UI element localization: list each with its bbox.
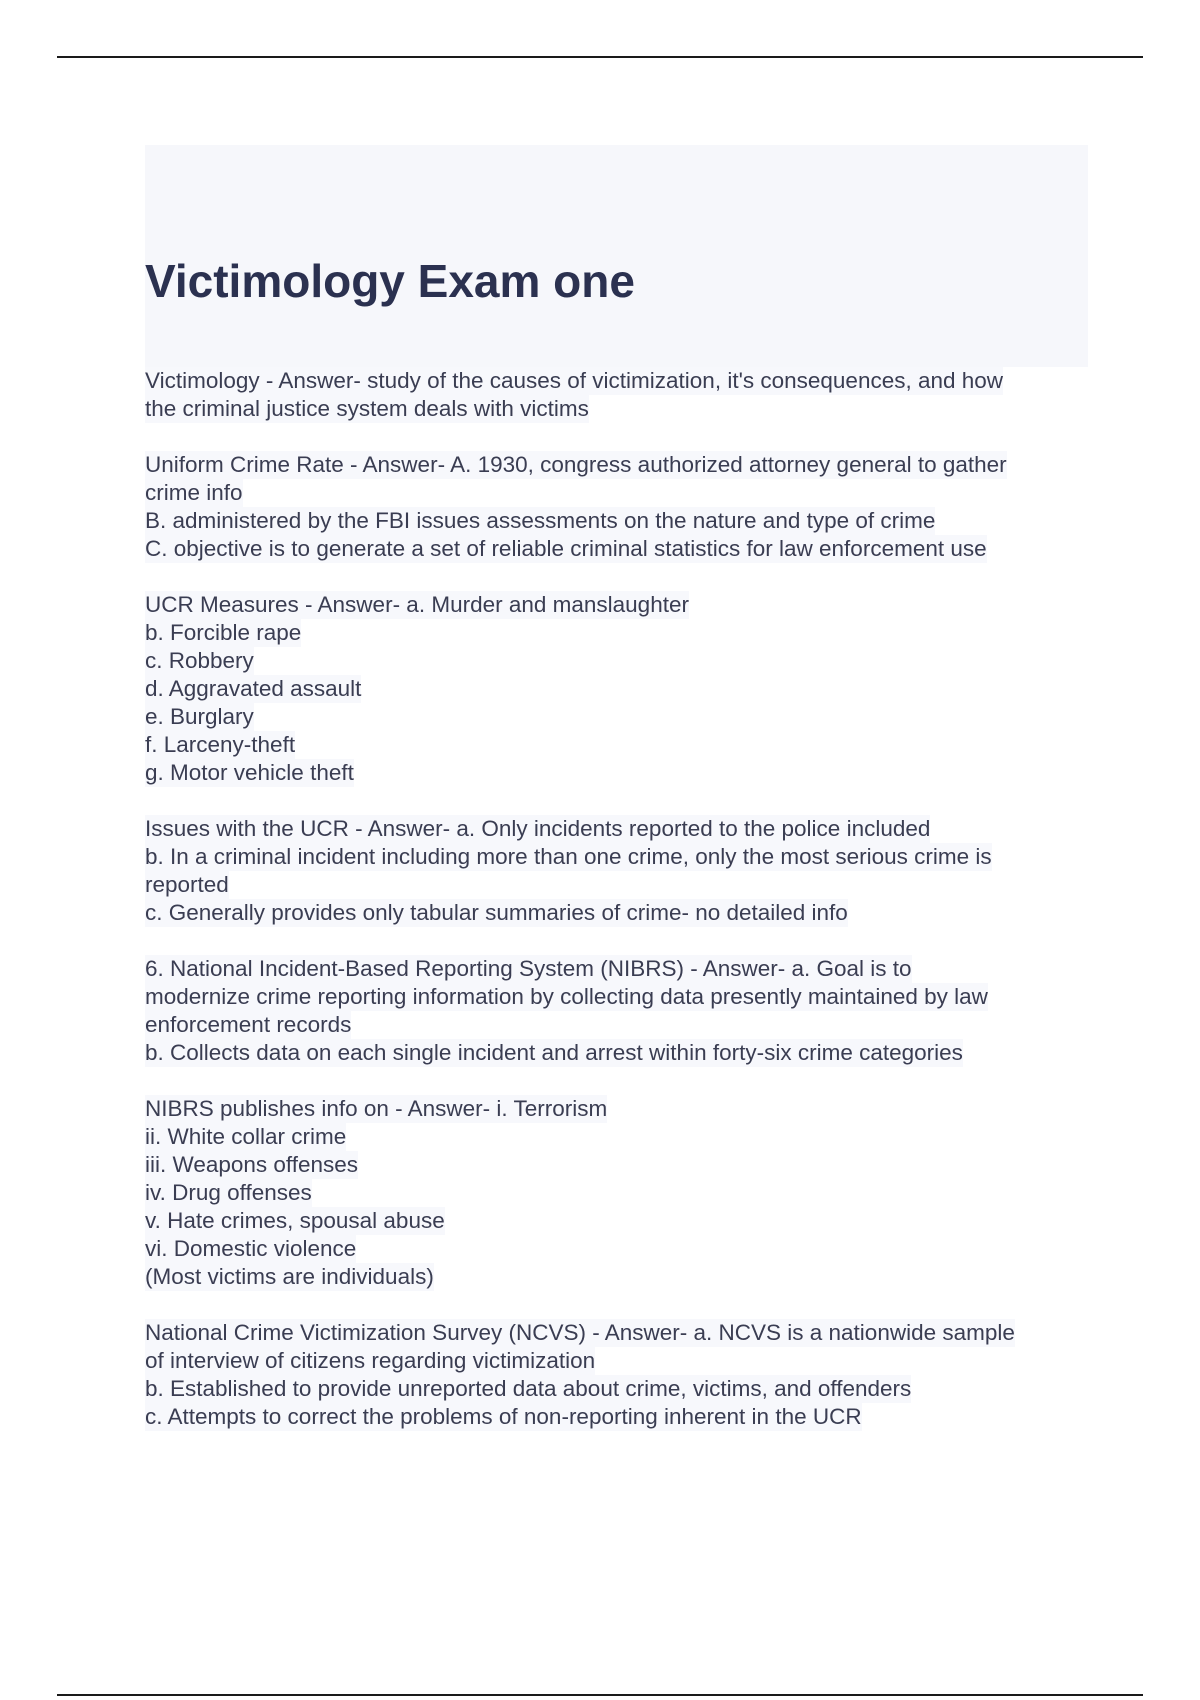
entry-line: b. In a criminal incident including more than one crime, only the most serious crime is: [145, 844, 992, 869]
entry-line: c. Robbery: [145, 648, 254, 673]
bottom-rule: [57, 1694, 1143, 1696]
entry-issues-with-ucr: [145, 815, 1095, 927]
entry-line: b. Collects data on each single incident and arrest within forty-six crime categories: [145, 1040, 963, 1065]
entry-line: b. Forcible rape: [145, 620, 302, 645]
entry-line: e. Burglary: [145, 704, 254, 729]
entry-line: 6. National Incident-Based Reporting System (NIBRS) - Answer- a. Goal is to: [145, 956, 912, 981]
entry-line: NIBRS publishes info on - Answer- i. Terrorism: [145, 1096, 608, 1121]
entry-line: Victimology - Answer- study of the causes of victimization, it's consequences, and how: [145, 368, 1004, 393]
entry-line: National Crime Victimization Survey (NCVS) - Answer- a. NCVS is a nationwide sample: [145, 1320, 1015, 1345]
entry-line: v. Hate crimes, spousal abuse: [145, 1208, 445, 1233]
entry-line: ii. White collar crime: [145, 1124, 347, 1149]
top-rule: [57, 56, 1143, 58]
entry-line: b. Established to provide unreported data about crime, victims, and offenders: [145, 1376, 912, 1401]
entry-line: c. Attempts to correct the problems of non-reporting inherent in the UCR: [145, 1404, 862, 1429]
entry-line: iv. Drug offenses: [145, 1180, 312, 1205]
entry-line: enforcement records: [145, 1012, 352, 1037]
document-title: Victimology Exam one: [145, 255, 635, 307]
entry-line: of interview of citizens regarding victimization: [145, 1348, 596, 1373]
entry-line: crime info: [145, 480, 243, 505]
document-body: [145, 367, 1095, 1459]
entry-line: reported: [145, 872, 229, 897]
entry-ucr-measures: [145, 591, 1095, 787]
entry-line: d. Aggravated assault: [145, 676, 362, 701]
entry-line: Issues with the UCR - Answer- a. Only incidents reported to the police included: [145, 816, 931, 841]
entry-line: g. Motor vehicle theft: [145, 760, 354, 785]
entry-nibrs-publishes: [145, 1095, 1095, 1291]
entry-nibrs: [145, 955, 1095, 1067]
entry-line: vi. Domestic violence: [145, 1236, 357, 1261]
entry-uniform-crime-rate: [145, 451, 1095, 563]
entry-line: Uniform Crime Rate - Answer- A. 1930, congress authorized attorney general to gather: [145, 452, 1007, 477]
entry-line: f. Larceny-theft: [145, 732, 296, 757]
entry-line: c. Generally provides only tabular summaries of crime- no detailed info: [145, 900, 848, 925]
entry-line: modernize crime reporting information by collecting data presently maintained by law: [145, 984, 988, 1009]
entry-ncvs: [145, 1319, 1095, 1431]
entry-line: C. objective is to generate a set of reliable criminal statistics for law enforcement use: [145, 536, 987, 561]
entry-line: (Most victims are individuals): [145, 1264, 434, 1289]
entry-line: iii. Weapons offenses: [145, 1152, 359, 1177]
entry-line: B. administered by the FBI issues assessments on the nature and type of crime: [145, 508, 936, 533]
entry-line: UCR Measures - Answer- a. Murder and manslaughter: [145, 592, 689, 617]
entry-line: the criminal justice system deals with victims: [145, 396, 589, 421]
entry-victimology: [145, 367, 1095, 423]
